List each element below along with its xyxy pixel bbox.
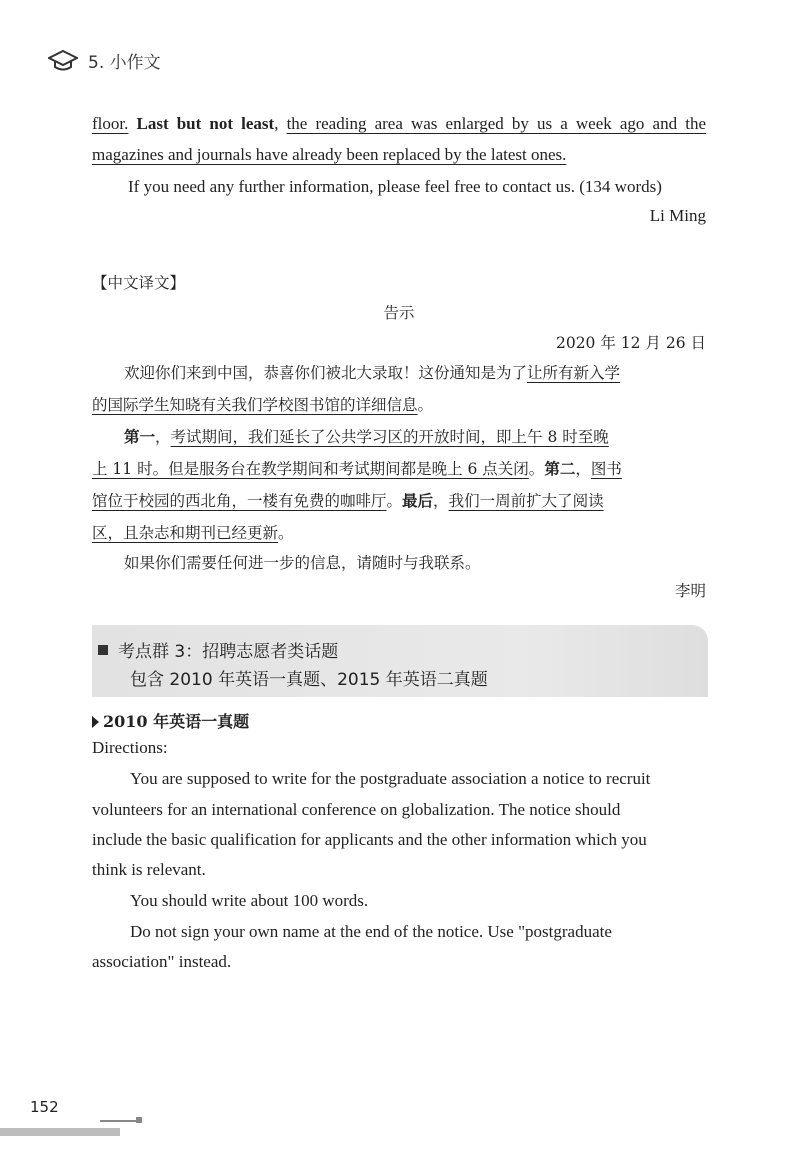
translation-p1-line2: 的国际学生知晓有关我们学校图书馆的详细信息。: [92, 396, 434, 414]
translation-p1-line1: 欢迎你们来到中国，恭喜你们被北大录取！这份通知是为了让所有新入学: [124, 364, 621, 382]
translation-date: 2020 年 12 月 26 日: [555, 334, 706, 352]
footer-rule: [100, 1120, 140, 1122]
page-header: [48, 48, 161, 73]
translation-p2-line4: 区，且杂志和期刊已经更新。: [92, 524, 294, 542]
letter-line-3: If you need any further information, please feel free to contact us. (134 words): [128, 177, 662, 196]
translation-signature: 李明: [674, 582, 706, 600]
directions-label: Directions:: [92, 738, 168, 757]
footer-marker: [136, 1117, 142, 1123]
footer-bar: [0, 1128, 120, 1136]
letter-signature: Li Ming: [649, 206, 706, 225]
section-band-subtitle: 包含 2010 年英语一真题、2015 年英语二真题: [130, 670, 488, 690]
translation-title: 告示: [383, 304, 415, 322]
exam-subheading: 2010 年英语一真题: [92, 709, 249, 732]
directions-para3-line1: Do not sign your own name at the end of the notice. Use "postgraduate: [130, 922, 612, 941]
section-band-title: 考点群 3：招聘志愿者类话题: [98, 637, 338, 662]
translation-p2-line3: 馆位于校园的西北角，一楼有免费的咖啡厅。最后，我们一周前扩大了阅读: [92, 491, 604, 510]
triangle-bullet-icon: [92, 716, 99, 728]
square-bullet-icon: [98, 645, 108, 655]
page-number: 152: [30, 1098, 59, 1116]
translation-p2-line2: 上 11 时。但是服务台在教学期间和考试期间都是晚上 6 点关闭。第二，图书: [92, 459, 622, 478]
directions-para1-line1: You are supposed to write for the postgraduate association a notice to recruit: [130, 769, 651, 788]
section-title: 5. 小作文: [88, 53, 161, 73]
directions-para1-line3: include the basic qualification for applicants and the other information which you: [92, 830, 647, 849]
directions-para3-line2: association" instead.: [92, 952, 232, 971]
directions-para2: You should write about 100 words.: [130, 891, 369, 910]
letter-line-2: magazines and journals have already been replaced by the latest ones.: [92, 145, 567, 164]
directions-para1-line4: think is relevant.: [92, 860, 206, 879]
graduation-cap-icon: [48, 49, 78, 73]
translation-label: 【中文译文】: [92, 274, 186, 292]
translation-p3: 如果你们需要任何进一步的信息，请随时与我联系。: [124, 554, 481, 572]
translation-p2-line1: 第一，考试期间，我们延长了公共学习区的开放时间，即上午 8 时至晚: [124, 427, 609, 446]
directions-para1-line2: volunteers for an international conference on globalization. The notice should: [92, 800, 621, 819]
letter-line-1: floor. Last but not least, the reading area was enlarged by us a week ago and the: [92, 114, 706, 133]
